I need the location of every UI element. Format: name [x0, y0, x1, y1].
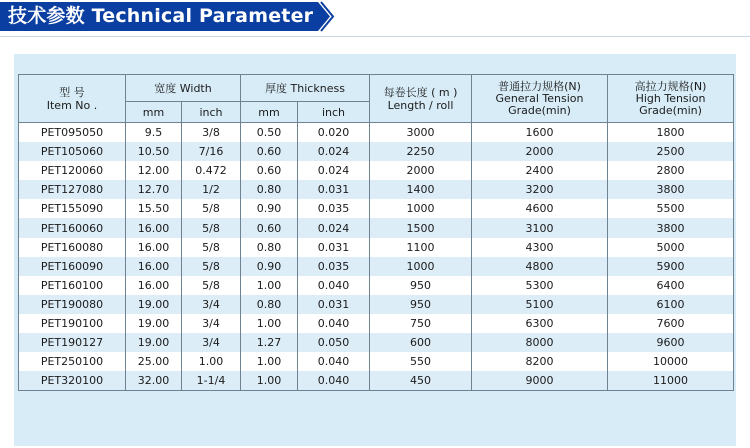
cell-length-per-roll: 1000 — [370, 257, 472, 276]
header-general-tension — [472, 75, 608, 123]
cell-general-tension: 5300 — [472, 276, 608, 295]
cell-thickness-mm: 1.00 — [241, 314, 298, 333]
header-high-zh: 高拉力规格(N) — [634, 79, 707, 93]
cell-high-tension: 7600 — [608, 314, 734, 333]
header-general-en: General Tension — [495, 91, 584, 105]
cell-length-per-roll: 1000 — [370, 199, 472, 218]
cell-width-mm: 19.00 — [126, 295, 182, 314]
table-row — [19, 218, 734, 237]
table-row — [19, 199, 734, 218]
header-high-tension — [608, 75, 734, 123]
cell-thickness-mm: 0.80 — [241, 180, 298, 199]
cell-width-mm: 16.00 — [126, 238, 182, 257]
cell-width-inch: 3/4 — [182, 295, 241, 314]
cell-thickness-mm: 0.90 — [241, 199, 298, 218]
cell-length-per-roll: 450 — [370, 371, 472, 391]
cell-item-no: PET190127 — [19, 333, 126, 352]
header-general-zh: 普通拉力规格(N) — [498, 79, 581, 93]
cell-width-inch: 7/16 — [182, 142, 241, 161]
cell-length-per-roll: 950 — [370, 276, 472, 295]
cell-width-mm: 16.00 — [126, 218, 182, 237]
cell-general-tension: 6300 — [472, 314, 608, 333]
cell-item-no: PET160090 — [19, 257, 126, 276]
cell-thickness-mm: 0.50 — [241, 123, 298, 143]
cell-width-mm: 16.00 — [126, 257, 182, 276]
cell-item-no: PET155090 — [19, 199, 126, 218]
cell-general-tension: 4300 — [472, 238, 608, 257]
cell-thickness-mm: 1.00 — [241, 276, 298, 295]
cell-general-tension: 2000 — [472, 142, 608, 161]
cell-item-no: PET120060 — [19, 161, 126, 180]
cell-length-per-roll: 3000 — [370, 123, 472, 143]
cell-width-inch: 5/8 — [182, 257, 241, 276]
cell-width-inch: 5/8 — [182, 238, 241, 257]
cell-thickness-inch: 0.040 — [298, 352, 370, 371]
cell-length-per-roll: 1500 — [370, 218, 472, 237]
cell-high-tension: 10000 — [608, 352, 734, 371]
header-item-no — [19, 75, 126, 123]
header-thickness-mm: mm — [241, 102, 298, 123]
cell-high-tension: 6400 — [608, 276, 734, 295]
cell-width-mm: 19.00 — [126, 333, 182, 352]
header-item-en: Item No . — [46, 98, 98, 112]
section-title: 技术参数 Technical Parameter — [8, 5, 314, 27]
cell-thickness-inch: 0.024 — [298, 218, 370, 237]
cell-width-mm: 12.00 — [126, 161, 182, 180]
cell-high-tension: 9600 — [608, 333, 734, 352]
header-high-en: High Tension — [635, 91, 706, 105]
cell-item-no: PET160060 — [19, 218, 126, 237]
cell-length-per-roll: 1100 — [370, 238, 472, 257]
cell-width-mm: 10.50 — [126, 142, 182, 161]
cell-general-tension: 4800 — [472, 257, 608, 276]
cell-width-mm: 19.00 — [126, 314, 182, 333]
table-row — [19, 314, 734, 333]
cell-length-per-roll: 750 — [370, 314, 472, 333]
table-row — [19, 142, 734, 161]
cell-high-tension: 5500 — [608, 199, 734, 218]
table-row — [19, 180, 734, 199]
cell-thickness-inch: 0.031 — [298, 238, 370, 257]
table-body — [19, 123, 734, 391]
cell-item-no: PET160080 — [19, 238, 126, 257]
cell-length-per-roll: 550 — [370, 352, 472, 371]
cell-high-tension: 6100 — [608, 295, 734, 314]
cell-thickness-inch: 0.040 — [298, 314, 370, 333]
cell-width-mm: 12.70 — [126, 180, 182, 199]
cell-high-tension: 2500 — [608, 142, 734, 161]
cell-length-per-roll: 950 — [370, 295, 472, 314]
cell-item-no: PET320100 — [19, 371, 126, 391]
table-row — [19, 352, 734, 371]
cell-item-no: PET160100 — [19, 276, 126, 295]
cell-item-no: PET250100 — [19, 352, 126, 371]
cell-width-inch: 1.00 — [182, 352, 241, 371]
cell-width-inch: 3/8 — [182, 123, 241, 143]
cell-thickness-mm: 1.00 — [241, 352, 298, 371]
cell-general-tension: 8200 — [472, 352, 608, 371]
table-row — [19, 276, 734, 295]
header-high-unit: Grade(min) — [639, 103, 702, 117]
cell-thickness-inch: 0.040 — [298, 371, 370, 391]
cell-high-tension: 3800 — [608, 218, 734, 237]
section-banner — [0, 0, 335, 33]
cell-high-tension: 2800 — [608, 161, 734, 180]
header-thickness-inch: inch — [298, 102, 370, 123]
header-thickness: 厚度 Thickness — [241, 75, 370, 102]
cell-width-inch: 5/8 — [182, 199, 241, 218]
cell-width-inch: 1-1/4 — [182, 371, 241, 391]
cell-thickness-mm: 0.60 — [241, 142, 298, 161]
cell-general-tension: 8000 — [472, 333, 608, 352]
cell-item-no: PET105060 — [19, 142, 126, 161]
cell-width-inch: 0.472 — [182, 161, 241, 180]
cell-thickness-mm: 0.80 — [241, 238, 298, 257]
cell-thickness-mm: 1.27 — [241, 333, 298, 352]
header-length-en: Length / roll — [387, 98, 454, 112]
cell-thickness-mm: 0.60 — [241, 218, 298, 237]
header-width: 宽度 Width — [126, 75, 241, 102]
cell-width-inch: 3/4 — [182, 333, 241, 352]
cell-general-tension: 5100 — [472, 295, 608, 314]
cell-width-mm: 32.00 — [126, 371, 182, 391]
cell-length-per-roll: 2250 — [370, 142, 472, 161]
header-length-zh: 每卷长度 ( m ) — [383, 85, 458, 99]
cell-item-no: PET095050 — [19, 123, 126, 143]
cell-length-per-roll: 2000 — [370, 161, 472, 180]
cell-width-inch: 3/4 — [182, 314, 241, 333]
table-row — [19, 238, 734, 257]
cell-item-no: PET190100 — [19, 314, 126, 333]
cell-width-mm: 9.5 — [126, 123, 182, 143]
cell-general-tension: 9000 — [472, 371, 608, 391]
technical-parameter-table — [18, 74, 734, 391]
cell-thickness-inch: 0.050 — [298, 333, 370, 352]
cell-width-mm: 25.00 — [126, 352, 182, 371]
cell-thickness-mm: 0.60 — [241, 161, 298, 180]
cell-general-tension: 3100 — [472, 218, 608, 237]
cell-thickness-mm: 1.00 — [241, 371, 298, 391]
table-row — [19, 371, 734, 391]
cell-thickness-mm: 0.90 — [241, 257, 298, 276]
table-row — [19, 123, 734, 143]
cell-general-tension: 1600 — [472, 123, 608, 143]
cell-width-inch: 5/8 — [182, 276, 241, 295]
cell-width-inch: 5/8 — [182, 218, 241, 237]
cell-length-per-roll: 1400 — [370, 180, 472, 199]
cell-thickness-inch: 0.031 — [298, 295, 370, 314]
cell-width-mm: 16.00 — [126, 276, 182, 295]
cell-thickness-inch: 0.020 — [298, 123, 370, 143]
cell-item-no: PET127080 — [19, 180, 126, 199]
cell-high-tension: 1800 — [608, 123, 734, 143]
cell-thickness-inch: 0.040 — [298, 276, 370, 295]
table-row — [19, 295, 734, 314]
title-divider — [0, 36, 750, 37]
cell-general-tension: 3200 — [472, 180, 608, 199]
cell-general-tension: 4600 — [472, 199, 608, 218]
cell-thickness-inch: 0.035 — [298, 199, 370, 218]
table-row — [19, 257, 734, 276]
cell-high-tension: 5000 — [608, 238, 734, 257]
cell-thickness-inch: 0.024 — [298, 161, 370, 180]
header-length — [370, 75, 472, 123]
cell-general-tension: 2400 — [472, 161, 608, 180]
cell-length-per-roll: 600 — [370, 333, 472, 352]
cell-thickness-mm: 0.80 — [241, 295, 298, 314]
cell-item-no: PET190080 — [19, 295, 126, 314]
cell-high-tension: 11000 — [608, 371, 734, 391]
table-row — [19, 333, 734, 352]
header-width-mm: mm — [126, 102, 182, 123]
header-general-unit: Grade(min) — [508, 103, 571, 117]
cell-width-inch: 1/2 — [182, 180, 241, 199]
cell-thickness-inch: 0.035 — [298, 257, 370, 276]
table-row — [19, 161, 734, 180]
header-width-inch: inch — [182, 102, 241, 123]
cell-high-tension: 3800 — [608, 180, 734, 199]
cell-width-mm: 15.50 — [126, 199, 182, 218]
cell-high-tension: 5900 — [608, 257, 734, 276]
cell-thickness-inch: 0.031 — [298, 180, 370, 199]
cell-thickness-inch: 0.024 — [298, 142, 370, 161]
header-item-zh: 型 号 — [59, 85, 85, 99]
